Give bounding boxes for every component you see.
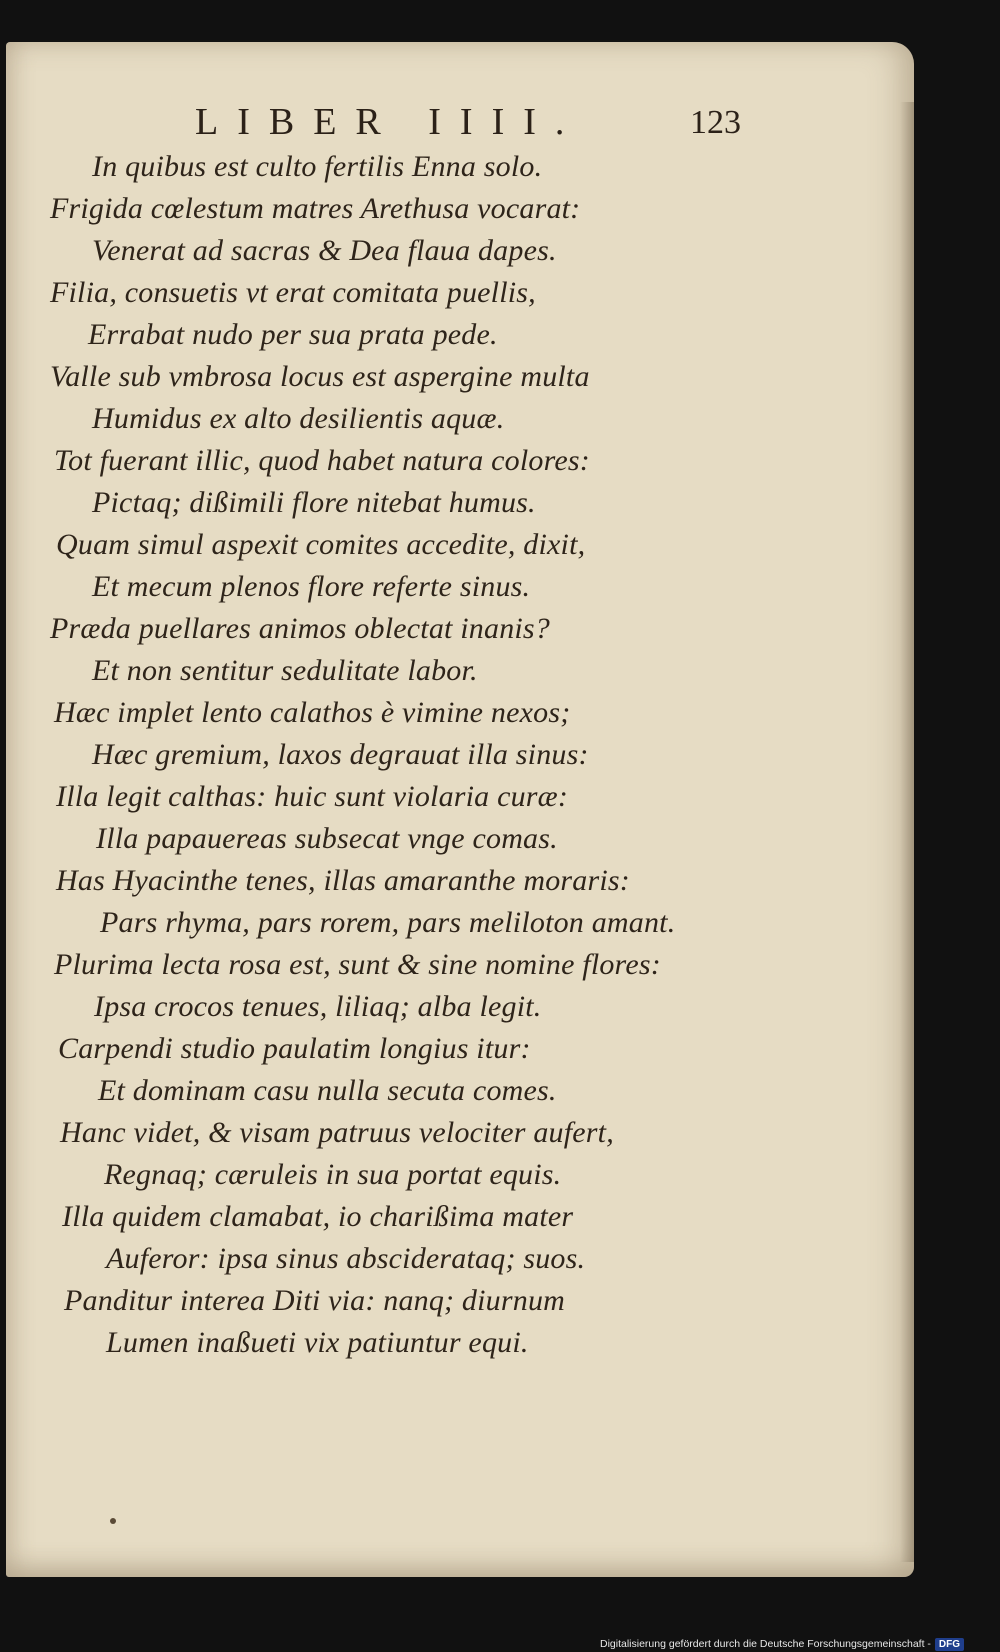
page-number: 123 xyxy=(690,104,741,141)
verse-line: Præda puellares animos oblectat inanis? xyxy=(50,612,551,645)
running-head: LIBER IIII. xyxy=(195,101,584,143)
verse-line: Venerat ad sacras & Dea flaua dapes. xyxy=(92,234,557,267)
verse-line: Valle sub vmbrosa locus est aspergine multa xyxy=(50,360,590,393)
verse-line: Filia, consuetis vt erat comitata puellis, xyxy=(50,276,536,309)
verse-line: Tot fuerant illic, quod habet natura colores: xyxy=(54,444,590,477)
verse-line: Quam simul aspexit comites accedite, dixit, xyxy=(56,528,586,561)
dfg-logo: DFG xyxy=(935,1638,964,1651)
verse-line: In quibus est culto fertilis Enna solo. xyxy=(92,150,543,183)
verse-line: Hanc videt, & visam patruus velociter aufert, xyxy=(60,1116,614,1149)
verse-line: Humidus ex alto desilientis aquæ. xyxy=(92,402,505,435)
verse-line: Pictaq; dißimili flore nitebat humus. xyxy=(92,486,536,519)
verse-line: Pars rhyma, pars rorem, pars meliloton amant. xyxy=(100,906,676,939)
verse-line: Auferor: ipsa sinus absciderataq; suos. xyxy=(106,1242,586,1275)
verse-line: Et dominam casu nulla secuta comes. xyxy=(98,1074,557,1107)
verse-line: Plurima lecta rosa est, sunt & sine nomine flores: xyxy=(54,948,661,981)
verse-line: Carpendi studio paulatim longius itur: xyxy=(58,1032,531,1065)
verse-line: Et non sentitur sedulitate labor. xyxy=(92,654,478,687)
verse-line: Regnaq; cæruleis in sua portat equis. xyxy=(104,1158,562,1191)
verse-line: Hæc implet lento calathos è vimine nexos; xyxy=(54,696,571,729)
verse-line: Illa quidem clamabat, io charißima mater xyxy=(62,1200,574,1233)
credit-text: Digitalisierung gefördert durch die Deutsche Forschungsgemeinschaft - xyxy=(600,1638,931,1650)
verse-line: Panditur interea Diti via: nanq; diurnum xyxy=(64,1284,566,1317)
digitization-credit xyxy=(600,1636,964,1652)
verse-line: Has Hyacinthe tenes, illas amaranthe moraris: xyxy=(56,864,630,897)
verse-line: Lumen inaßueti vix patiuntur equi. xyxy=(106,1326,529,1359)
verse-line: Frigida cœlestum matres Arethusa vocarat: xyxy=(50,192,581,225)
verse-line: Hæc gremium, laxos degrauat illa sinus: xyxy=(92,738,589,771)
verse-line: Errabat nudo per sua prata pede. xyxy=(88,318,498,351)
verse-line: Illa legit calthas: huic sunt violaria curæ: xyxy=(56,780,569,813)
verse-line: Illa papauereas subsecat vnge comas. xyxy=(96,822,558,855)
verse-line: Ipsa crocos tenues, liliaq; alba legit. xyxy=(94,990,542,1023)
verse-line: Et mecum plenos flore referte sinus. xyxy=(92,570,531,603)
ink-speck xyxy=(110,1518,116,1524)
